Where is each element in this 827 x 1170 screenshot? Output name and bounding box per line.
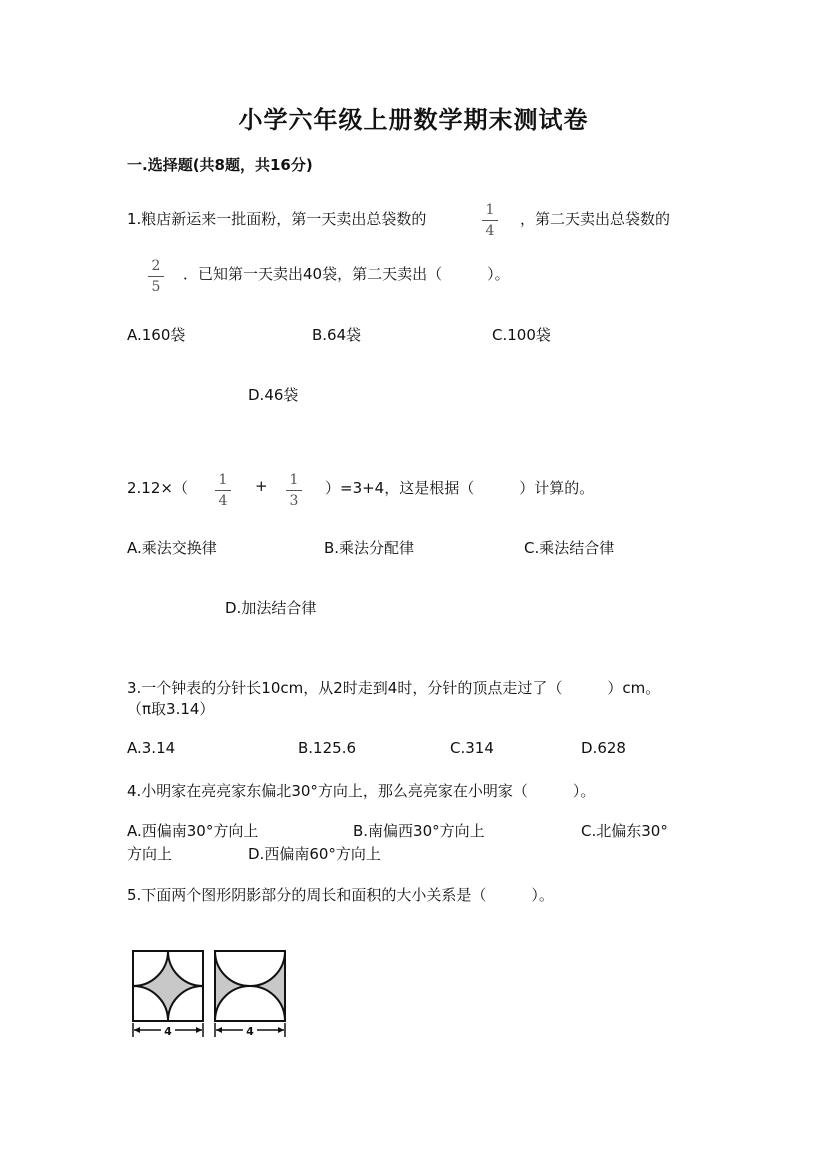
q1-option-b[interactable]: B.64袋: [312, 326, 362, 344]
q3-option-b[interactable]: B.125.6: [298, 739, 357, 757]
fraction-numerator: 1: [485, 202, 495, 218]
q1-text-line2: ．已知第一天卖出40袋，第二天卖出（ ）。: [183, 265, 510, 283]
q4-option-d[interactable]: D.西偏南60°方向上: [248, 845, 381, 863]
q1-option-d[interactable]: D.46袋: [248, 386, 299, 404]
q1-fraction-1: [482, 202, 498, 239]
q2-text-post: ）=3+4，这是根据（ ）计算的。: [325, 479, 595, 497]
fraction-denominator: 4: [485, 223, 495, 239]
q2-fraction-1: [215, 472, 231, 509]
q2-plus-sign: +: [255, 477, 268, 495]
fraction-numerator: 1: [289, 472, 299, 488]
fraction-numerator: 2: [151, 258, 161, 274]
q3-option-d[interactable]: D.628: [581, 739, 626, 757]
q2-text-pre: 2.12×（: [127, 479, 188, 497]
q3-option-a[interactable]: A.3.14: [127, 739, 176, 757]
q2-option-d[interactable]: D.加法结合律: [225, 599, 317, 617]
fraction-numerator: 1: [218, 472, 228, 488]
fraction-denominator: 4: [218, 493, 228, 509]
figure-1-label: 4: [164, 1025, 172, 1038]
q5-figures: [128, 945, 292, 1041]
q4-option-a[interactable]: A.西偏南30°方向上: [127, 822, 259, 840]
section-heading: 一.选择题(共8题，共16分): [127, 156, 313, 174]
q1-fraction-2: [148, 258, 164, 295]
fraction-denominator: 3: [289, 493, 299, 509]
page-title: 小学六年级上册数学期末测试卷: [238, 105, 589, 134]
q3-text-line2: （π取3.14）: [127, 700, 215, 718]
q4-text: 4.小明家在亮亮家东偏北30°方向上，那么亮亮家在小明家（ ）。: [127, 782, 596, 800]
q1-text-line1: 1.粮店新运来一批面粉，第一天卖出总袋数的: [127, 210, 427, 228]
q4-option-c[interactable]: C.北偏东30°: [581, 822, 668, 840]
q1-text-line1-post: ，第二天卖出总袋数的: [520, 210, 671, 228]
q5-text: 5.下面两个图形阴影部分的周长和面积的大小关系是（ ）。: [127, 886, 554, 904]
q2-fraction-2: [286, 472, 302, 509]
q2-option-c[interactable]: C.乘法结合律: [524, 539, 615, 557]
q4-option-c-continued: 方向上: [127, 845, 173, 863]
figure-2-label: 4: [246, 1025, 254, 1038]
q3-text-line1: 3.一个钟表的分针长10cm，从2时走到4时，分针的顶点走过了（ ）cm。: [127, 679, 661, 697]
q1-option-c[interactable]: C.100袋: [492, 326, 551, 344]
q1-option-a[interactable]: A.160袋: [127, 326, 186, 344]
q2-option-a[interactable]: A.乘法交换律: [127, 539, 217, 557]
q3-option-c[interactable]: C.314: [450, 739, 494, 757]
q4-option-b[interactable]: B.南偏西30°方向上: [353, 822, 485, 840]
fraction-denominator: 5: [151, 279, 161, 295]
q2-option-b[interactable]: B.乘法分配律: [324, 539, 415, 557]
